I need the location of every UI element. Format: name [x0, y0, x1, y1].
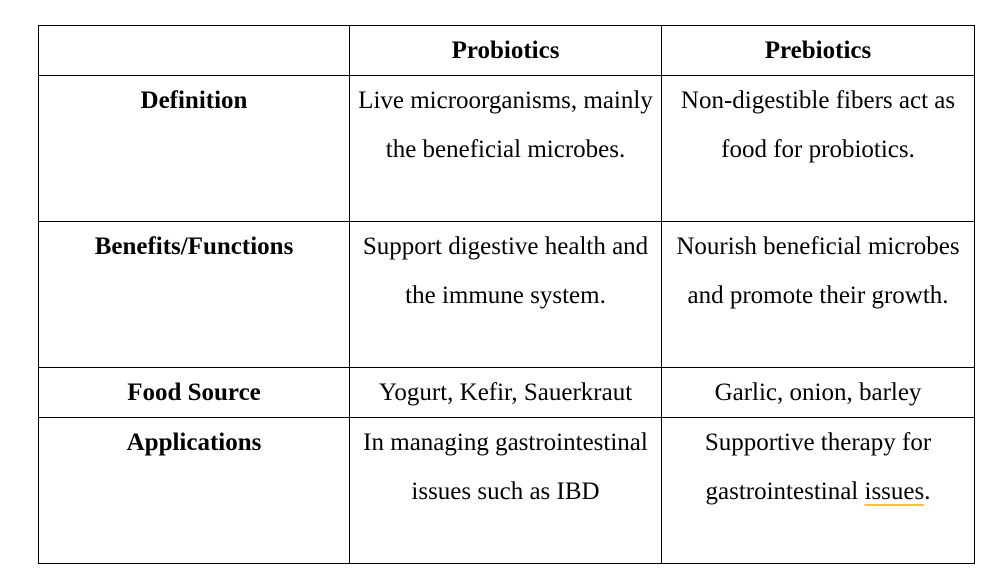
- row-label-definition[interactable]: Definition: [39, 76, 350, 222]
- row-label-food-source[interactable]: Food Source: [39, 368, 350, 418]
- cell-prebiotics-definition[interactable]: Non-digestible fibers act as food for probiotics.: [662, 76, 975, 222]
- cell-prebiotics-benefits[interactable]: Nourish beneficial microbes and promote their growth.: [662, 222, 975, 368]
- cell-probiotics-benefits[interactable]: Support digestive health and the immune system.: [350, 222, 662, 368]
- cell-prebiotics-food-source[interactable]: Garlic, onion, barley: [662, 368, 975, 418]
- row-label-benefits[interactable]: Benefits/Functions: [39, 222, 350, 368]
- cell-prebiotics-applications[interactable]: [662, 418, 975, 564]
- comparison-table: [38, 25, 975, 564]
- cell-probiotics-applications[interactable]: In managing gastrointestinal issues such as IBD: [350, 418, 662, 564]
- header-prebiotics[interactable]: Prebiotics: [662, 26, 975, 76]
- row-label-applications[interactable]: Applications: [39, 418, 350, 564]
- table-row: [39, 76, 975, 222]
- cell-probiotics-food-source[interactable]: Yogurt, Kefir, Sauerkraut: [350, 368, 662, 418]
- header-empty-cell[interactable]: [39, 26, 350, 76]
- cell-probiotics-definition[interactable]: Live microorganisms, mainly the beneficial microbes.: [350, 76, 662, 222]
- table-row: [39, 368, 975, 418]
- applications-text-after: .: [924, 478, 931, 505]
- table-row: [39, 418, 975, 564]
- table-row: [39, 222, 975, 368]
- header-probiotics[interactable]: Probiotics: [350, 26, 662, 76]
- table-header-row: [39, 26, 975, 76]
- applications-text-before: Supportive therapy for gastrointestinal: [704, 429, 932, 505]
- spellcheck-flagged-word[interactable]: issues: [864, 478, 925, 505]
